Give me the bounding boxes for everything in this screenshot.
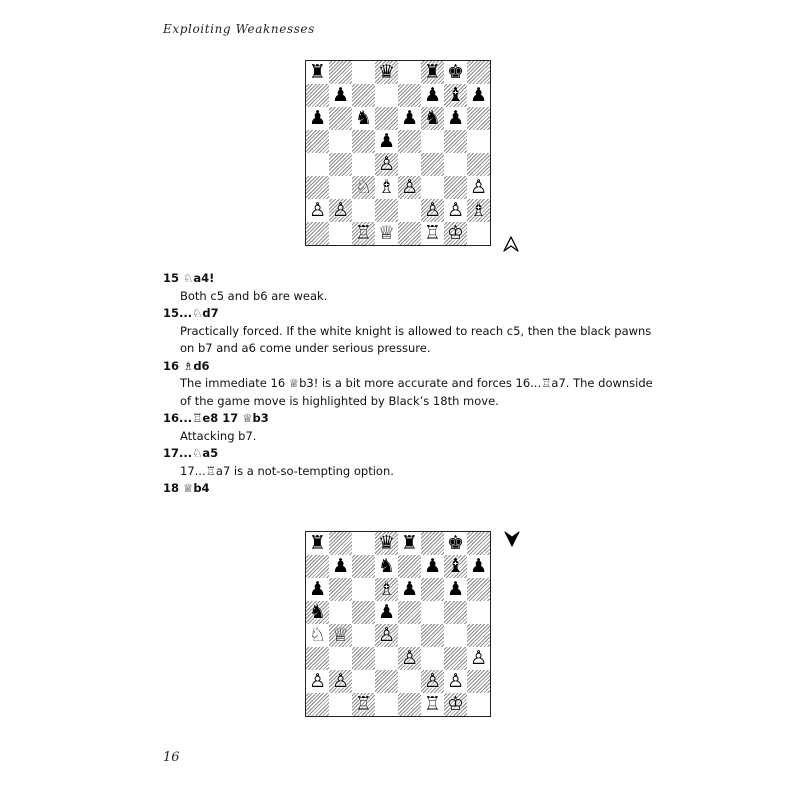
comment-line: 17...♖a7 is a not-so-tempting option. xyxy=(180,463,394,478)
chess-piece: ♜ xyxy=(400,532,419,554)
chess-piece: ♟ xyxy=(469,84,488,106)
chess-piece: ♔ xyxy=(446,222,465,244)
square-f6 xyxy=(421,107,444,130)
chess-piece: ♙ xyxy=(446,670,465,692)
comment-line: Both c5 and b6 are weak. xyxy=(180,288,328,303)
move-line: 16...♖e8 17 ♕b3 xyxy=(163,411,269,425)
square-c6 xyxy=(352,107,375,130)
square-e7 xyxy=(398,555,421,578)
square-b5 xyxy=(329,130,352,153)
chess-diagram-2 xyxy=(305,531,491,717)
square-d8 xyxy=(375,61,398,84)
chess-piece: ♟ xyxy=(423,555,442,577)
square-g5 xyxy=(444,130,467,153)
chess-piece: ♜ xyxy=(423,61,442,83)
square-g7 xyxy=(444,84,467,107)
square-g8 xyxy=(444,532,467,555)
chess-piece: ♟ xyxy=(331,555,350,577)
square-e4 xyxy=(398,153,421,176)
comment-line: Attacking b7. xyxy=(180,428,257,443)
square-h8 xyxy=(467,532,490,555)
square-a6 xyxy=(306,578,329,601)
square-a8 xyxy=(306,532,329,555)
square-f8 xyxy=(421,61,444,84)
square-h3 xyxy=(467,176,490,199)
white-to-move-arrow-icon xyxy=(503,236,519,252)
chess-piece: ♖ xyxy=(423,693,442,715)
chess-piece: ♙ xyxy=(469,176,488,198)
chess-piece: ♞ xyxy=(308,601,327,623)
chess-piece: ♙ xyxy=(308,670,327,692)
square-a2 xyxy=(306,670,329,693)
square-c8 xyxy=(352,532,375,555)
chess-piece: ♙ xyxy=(377,624,396,646)
chess-piece: ♞ xyxy=(377,555,396,577)
square-f1 xyxy=(421,222,444,245)
square-f4 xyxy=(421,153,444,176)
square-f3 xyxy=(421,176,444,199)
move-line: 15 ♘a4! xyxy=(163,271,215,285)
chess-piece: ♝ xyxy=(446,84,465,106)
square-e5 xyxy=(398,601,421,624)
square-e3 xyxy=(398,176,421,199)
chess-piece: ♟ xyxy=(400,107,419,129)
square-c8 xyxy=(352,61,375,84)
square-e1 xyxy=(398,222,421,245)
square-h8 xyxy=(467,61,490,84)
square-h1 xyxy=(467,693,490,716)
square-g6 xyxy=(444,107,467,130)
chess-piece: ♟ xyxy=(446,107,465,129)
chess-piece: ♟ xyxy=(331,84,350,106)
chess-piece: ♗ xyxy=(469,199,488,221)
square-b2 xyxy=(329,199,352,222)
chess-piece: ♟ xyxy=(308,578,327,600)
square-h6 xyxy=(467,107,490,130)
comment-line: Practically forced. If the white knight is allowed to reach c5, then the black pawns on b7 and a6 come under serious pressure. xyxy=(180,323,652,355)
square-b2 xyxy=(329,670,352,693)
chess-piece: ♗ xyxy=(377,578,396,600)
square-b8 xyxy=(329,532,352,555)
chess-piece: ♟ xyxy=(423,84,442,106)
square-h2 xyxy=(467,199,490,222)
square-d5 xyxy=(375,130,398,153)
square-d1 xyxy=(375,693,398,716)
square-h7 xyxy=(467,84,490,107)
square-e3 xyxy=(398,647,421,670)
square-d3 xyxy=(375,176,398,199)
square-a1 xyxy=(306,693,329,716)
chess-piece: ♞ xyxy=(354,107,373,129)
chess-piece: ♔ xyxy=(446,693,465,715)
chess-piece: ♟ xyxy=(400,578,419,600)
chess-piece: ♙ xyxy=(308,199,327,221)
square-e8 xyxy=(398,61,421,84)
square-h1 xyxy=(467,222,490,245)
square-g2 xyxy=(444,199,467,222)
square-f2 xyxy=(421,199,444,222)
chess-piece: ♖ xyxy=(423,222,442,244)
square-a3 xyxy=(306,647,329,670)
chess-piece: ♟ xyxy=(308,107,327,129)
square-d2 xyxy=(375,670,398,693)
square-c5 xyxy=(352,601,375,624)
page-number: 16 xyxy=(163,750,180,765)
chess-piece: ♖ xyxy=(354,693,373,715)
square-f1 xyxy=(421,693,444,716)
square-f6 xyxy=(421,578,444,601)
chess-piece: ♖ xyxy=(354,222,373,244)
square-h4 xyxy=(467,624,490,647)
square-c3 xyxy=(352,176,375,199)
chess-piece: ♙ xyxy=(377,153,396,175)
square-h2 xyxy=(467,670,490,693)
square-c4 xyxy=(352,624,375,647)
square-g3 xyxy=(444,176,467,199)
square-g7 xyxy=(444,555,467,578)
square-h5 xyxy=(467,601,490,624)
chess-piece: ♝ xyxy=(446,555,465,577)
chess-piece: ♚ xyxy=(446,61,465,83)
square-a3 xyxy=(306,176,329,199)
chess-piece: ♙ xyxy=(469,647,488,669)
square-c7 xyxy=(352,84,375,107)
square-b1 xyxy=(329,693,352,716)
chess-piece: ♕ xyxy=(331,624,350,646)
square-f5 xyxy=(421,130,444,153)
square-b4 xyxy=(329,153,352,176)
chess-diagram-1 xyxy=(305,60,491,246)
chess-piece: ♙ xyxy=(400,647,419,669)
chess-piece: ♙ xyxy=(423,199,442,221)
board-cells xyxy=(306,61,490,245)
square-f5 xyxy=(421,601,444,624)
chess-piece: ♟ xyxy=(377,601,396,623)
running-header: Exploiting Weaknesses xyxy=(163,22,315,36)
square-d3 xyxy=(375,647,398,670)
chess-piece: ♙ xyxy=(400,176,419,198)
square-b7 xyxy=(329,84,352,107)
square-b5 xyxy=(329,601,352,624)
chess-piece: ♜ xyxy=(308,532,327,554)
chess-piece: ♟ xyxy=(446,578,465,600)
square-d6 xyxy=(375,578,398,601)
square-h3 xyxy=(467,647,490,670)
chess-piece: ♙ xyxy=(331,670,350,692)
square-b3 xyxy=(329,647,352,670)
square-e1 xyxy=(398,693,421,716)
square-g2 xyxy=(444,670,467,693)
board-cells xyxy=(306,532,490,716)
move-line: 16 ♗d6 xyxy=(163,358,210,373)
square-a6 xyxy=(306,107,329,130)
square-e8 xyxy=(398,532,421,555)
square-g1 xyxy=(444,693,467,716)
square-h5 xyxy=(467,130,490,153)
square-c3 xyxy=(352,647,375,670)
square-e6 xyxy=(398,107,421,130)
square-f4 xyxy=(421,624,444,647)
chess-piece: ♚ xyxy=(446,532,465,554)
square-b7 xyxy=(329,555,352,578)
chess-piece: ♛ xyxy=(377,61,396,83)
square-g5 xyxy=(444,601,467,624)
square-a7 xyxy=(306,555,329,578)
square-e2 xyxy=(398,670,421,693)
square-d7 xyxy=(375,84,398,107)
square-b8 xyxy=(329,61,352,84)
square-c2 xyxy=(352,199,375,222)
square-g4 xyxy=(444,153,467,176)
square-f7 xyxy=(421,84,444,107)
square-b1 xyxy=(329,222,352,245)
chess-piece: ♞ xyxy=(423,107,442,129)
move-annotations xyxy=(163,270,653,498)
square-f7 xyxy=(421,555,444,578)
chess-piece: ♟ xyxy=(469,555,488,577)
square-b6 xyxy=(329,578,352,601)
move-line: 15...♘d7 xyxy=(163,306,219,320)
square-a2 xyxy=(306,199,329,222)
comment-line: The immediate 16 ♕b3! is a bit more accurate and forces 16...♖a7. The downside of the game move is highlighted by Black’s 18th move. xyxy=(180,376,653,408)
square-b4 xyxy=(329,624,352,647)
chess-piece: ♟ xyxy=(377,130,396,152)
square-a4 xyxy=(306,624,329,647)
square-g8 xyxy=(444,61,467,84)
chess-piece: ♘ xyxy=(308,624,327,646)
chess-piece: ♛ xyxy=(377,532,396,554)
square-f2 xyxy=(421,670,444,693)
square-g4 xyxy=(444,624,467,647)
square-d4 xyxy=(375,624,398,647)
square-a1 xyxy=(306,222,329,245)
square-a4 xyxy=(306,153,329,176)
square-a8 xyxy=(306,61,329,84)
chess-piece: ♙ xyxy=(331,199,350,221)
square-c7 xyxy=(352,555,375,578)
square-e7 xyxy=(398,84,421,107)
square-h7 xyxy=(467,555,490,578)
square-b6 xyxy=(329,107,352,130)
square-c2 xyxy=(352,670,375,693)
chess-piece: ♙ xyxy=(446,199,465,221)
square-b3 xyxy=(329,176,352,199)
square-d7 xyxy=(375,555,398,578)
square-e2 xyxy=(398,199,421,222)
square-c4 xyxy=(352,153,375,176)
square-a7 xyxy=(306,84,329,107)
chess-piece: ♜ xyxy=(308,61,327,83)
chess-piece: ♗ xyxy=(377,176,396,198)
square-d1 xyxy=(375,222,398,245)
square-c6 xyxy=(352,578,375,601)
square-e6 xyxy=(398,578,421,601)
chess-piece: ♙ xyxy=(423,670,442,692)
square-c1 xyxy=(352,222,375,245)
square-d6 xyxy=(375,107,398,130)
square-c1 xyxy=(352,693,375,716)
square-d8 xyxy=(375,532,398,555)
square-d5 xyxy=(375,601,398,624)
square-c5 xyxy=(352,130,375,153)
square-f8 xyxy=(421,532,444,555)
chess-piece: ♕ xyxy=(377,222,396,244)
square-g1 xyxy=(444,222,467,245)
square-a5 xyxy=(306,601,329,624)
square-g3 xyxy=(444,647,467,670)
square-h6 xyxy=(467,578,490,601)
square-d4 xyxy=(375,153,398,176)
square-e5 xyxy=(398,130,421,153)
square-h4 xyxy=(467,153,490,176)
move-line: 17...♘a5 xyxy=(163,446,219,460)
square-d2 xyxy=(375,199,398,222)
square-e4 xyxy=(398,624,421,647)
square-g6 xyxy=(444,578,467,601)
square-f3 xyxy=(421,647,444,670)
black-to-move-arrow-icon xyxy=(504,531,520,547)
chess-piece: ♘ xyxy=(354,176,373,198)
move-line: 18 ♕b4 xyxy=(163,481,210,495)
square-a5 xyxy=(306,130,329,153)
